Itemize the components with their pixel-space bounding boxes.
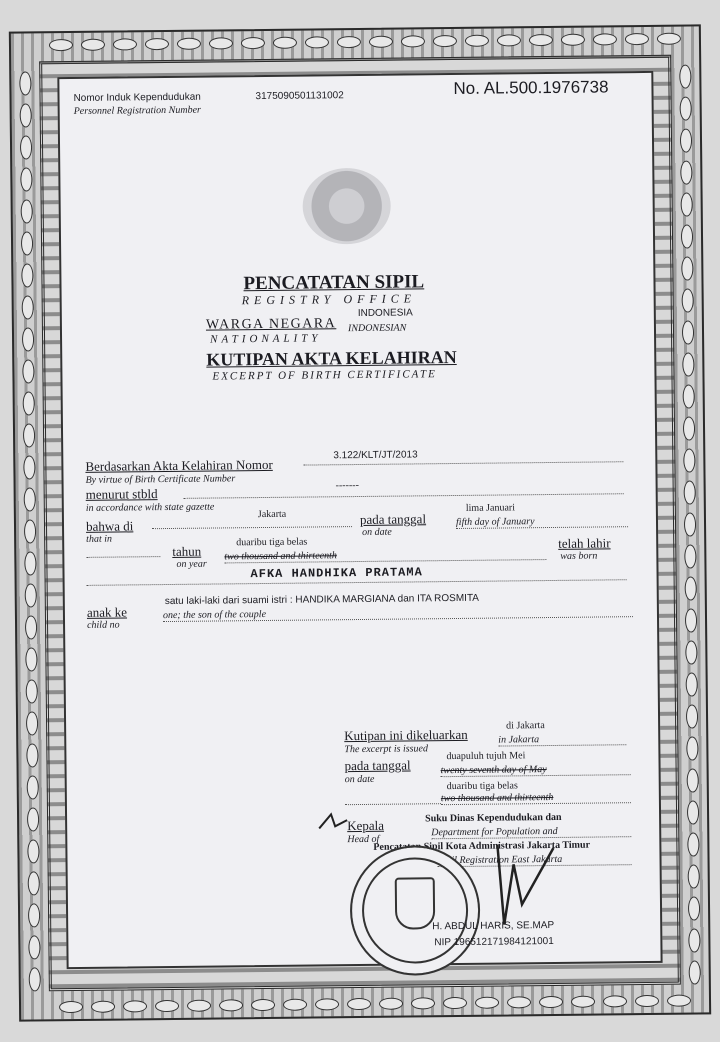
border-ornament [26, 711, 38, 735]
border-ornament [682, 352, 694, 376]
department2-en: Civil Registration East Jakarta [437, 853, 631, 867]
issued-place: di Jakarta [506, 720, 545, 732]
border-ornament [24, 519, 36, 543]
border-ornament [22, 327, 34, 351]
date-value-en: fifth day of January [456, 515, 628, 529]
border-ornament [688, 864, 700, 888]
document-title-en: EXCERPT OF BIRTH CERTIFICATE [212, 368, 437, 383]
issued-date-label: pada tanggal [344, 757, 411, 774]
border-ornament [23, 391, 35, 415]
border-ornament [25, 615, 37, 639]
child-of-label-en: child no [86, 619, 120, 631]
embossed-seal [302, 168, 391, 245]
border-ornament [22, 295, 34, 319]
nik-label: Nomor Induk Kependudukan [73, 91, 201, 104]
border-ornament [24, 487, 36, 511]
border-ornament [681, 192, 693, 216]
department: Suku Dinas Kependudukan dan [425, 811, 562, 825]
head-label: Kepala [347, 817, 385, 834]
nik-label-en: Personnel Registration Number [73, 104, 201, 117]
nationality-value: INDONESIA [357, 307, 413, 320]
issued-year: duaribu tiga belas [446, 780, 518, 793]
border-ornament [679, 65, 691, 89]
border-ornament [27, 839, 39, 863]
cert-number-label: Berdasarkan Akta Kelahiran Nomor [85, 456, 273, 474]
border-ornament [687, 832, 699, 856]
issued-date-label-en: on date [344, 773, 375, 786]
year-dotline-left [86, 556, 160, 558]
child-name-dotline [87, 579, 627, 586]
year-label-en: on year [176, 558, 207, 570]
certificate-page [9, 24, 711, 1021]
border-ornament [682, 320, 694, 344]
border-ornament [683, 416, 695, 440]
border-ornament [23, 455, 35, 479]
border-ornament [28, 871, 40, 895]
border-ornament [27, 807, 39, 831]
stbld-label: menurut stbld [85, 486, 158, 502]
border-ornament [27, 775, 39, 799]
border-ornament [20, 135, 32, 159]
border-ornament [684, 544, 696, 568]
issued-date: duapuluh tujuh Mei [446, 750, 526, 763]
born-label: telah lahir [558, 535, 611, 551]
nationality-value-en: INDONESIAN [347, 322, 407, 335]
certificate-paper [57, 71, 662, 969]
date-value: lima Januari [465, 502, 516, 514]
border-ornament [686, 672, 698, 696]
certificate-number: No. AL.500.1976738 [453, 77, 609, 98]
border-ornament [683, 384, 695, 408]
place-label-en: that in [86, 533, 113, 545]
office-title: PENCATATAN SIPIL [243, 271, 425, 295]
border-ornament [680, 129, 692, 153]
border-ornament [685, 608, 697, 632]
border-ornament [681, 256, 693, 280]
border-ornament [686, 704, 698, 728]
border-ornament [687, 800, 699, 824]
border-ornament [21, 199, 33, 223]
border-ornament [24, 551, 36, 575]
issued-label-en: The excerpt is issued [344, 743, 429, 756]
place-value: Jakarta [257, 508, 287, 521]
stbld-value: ------- [335, 480, 359, 492]
nik-value: 3175090501131002 [255, 90, 344, 103]
department2: Pencatatan Sipil Kota Administrasi Jakarta Timur [373, 839, 591, 853]
official-name: H. ABDUL HARIS, SE.MAP [432, 919, 555, 933]
office-title-en: REGISTRY OFFICE [241, 291, 417, 308]
department-en: Department for Population and [431, 825, 631, 839]
border-ornament [26, 743, 38, 767]
issued-place-en: in Jakarta [498, 733, 626, 746]
border-ornament [680, 97, 692, 121]
border-ornament [21, 263, 33, 287]
border-ornament [682, 288, 694, 312]
border-ornament [681, 224, 693, 248]
border-ornament [23, 423, 35, 447]
nationality-label-en: NATIONALITY [210, 332, 322, 346]
stbld-label-en: in accordance with state gazette [85, 501, 215, 514]
border-ornament [19, 71, 31, 95]
cert-number-value: 3.122/KLT/JT/2013 [333, 449, 418, 462]
border-ornament [26, 679, 38, 703]
year-value-en: two thousand and thirteenth [224, 548, 546, 563]
place-dotline [152, 526, 352, 529]
border-ornament [29, 967, 41, 991]
issued-year-en: two thousand and thirteenth [441, 791, 631, 805]
stbld-dotline [184, 493, 624, 499]
border-ornament [20, 167, 32, 191]
border-ornament [22, 359, 34, 383]
border-ornament [20, 103, 32, 127]
date-label-en: on date [362, 526, 392, 538]
border-ornament [687, 768, 699, 792]
border-ornament [685, 640, 697, 664]
child-name: AFKA HANDHIKA PRATAMA [250, 565, 423, 582]
border-ornament [686, 736, 698, 760]
border-ornament [21, 231, 33, 255]
child-of-value-en: one; the son of the couple [163, 605, 633, 622]
nationality-label: WARGA NEGARA [205, 316, 337, 333]
child-of-label: anak ke [86, 604, 128, 620]
border-ornament [25, 583, 37, 607]
border-ornament [685, 576, 697, 600]
border-ornament [684, 512, 696, 536]
cert-number-label-en: By virtue of Birth Certificate Number [85, 473, 236, 486]
date-label: pada tanggal [359, 511, 427, 527]
border-ornament [680, 161, 692, 185]
year-value: duaribu tiga belas [236, 536, 308, 549]
border-ornament [689, 960, 701, 984]
cert-number-dotline [303, 461, 623, 465]
place-label: bahwa di [85, 518, 134, 534]
issued-date-en: twenty seventh day of May [441, 763, 631, 777]
issued-label: Kutipan ini dikeluarkan [344, 726, 468, 744]
born-label-en: was born [560, 550, 598, 562]
border-ornament [28, 903, 40, 927]
border-ornament [684, 480, 696, 504]
border-ornament [25, 647, 37, 671]
year-label: tahun [172, 543, 202, 559]
child-of-value: satu laki-laki dari suami istri : HANDIKA MARGIANA dan ITA ROSMITA [164, 592, 480, 608]
border-ornament [688, 896, 700, 920]
official-nip: NIP 196512171984121001 [434, 935, 554, 949]
border-ornament [688, 928, 700, 952]
border-ornament [683, 448, 695, 472]
head-label-en: Head of [347, 833, 380, 846]
border-ornament [28, 935, 40, 959]
document-title: KUTIPAN AKTA KELAHIRAN [206, 346, 457, 370]
